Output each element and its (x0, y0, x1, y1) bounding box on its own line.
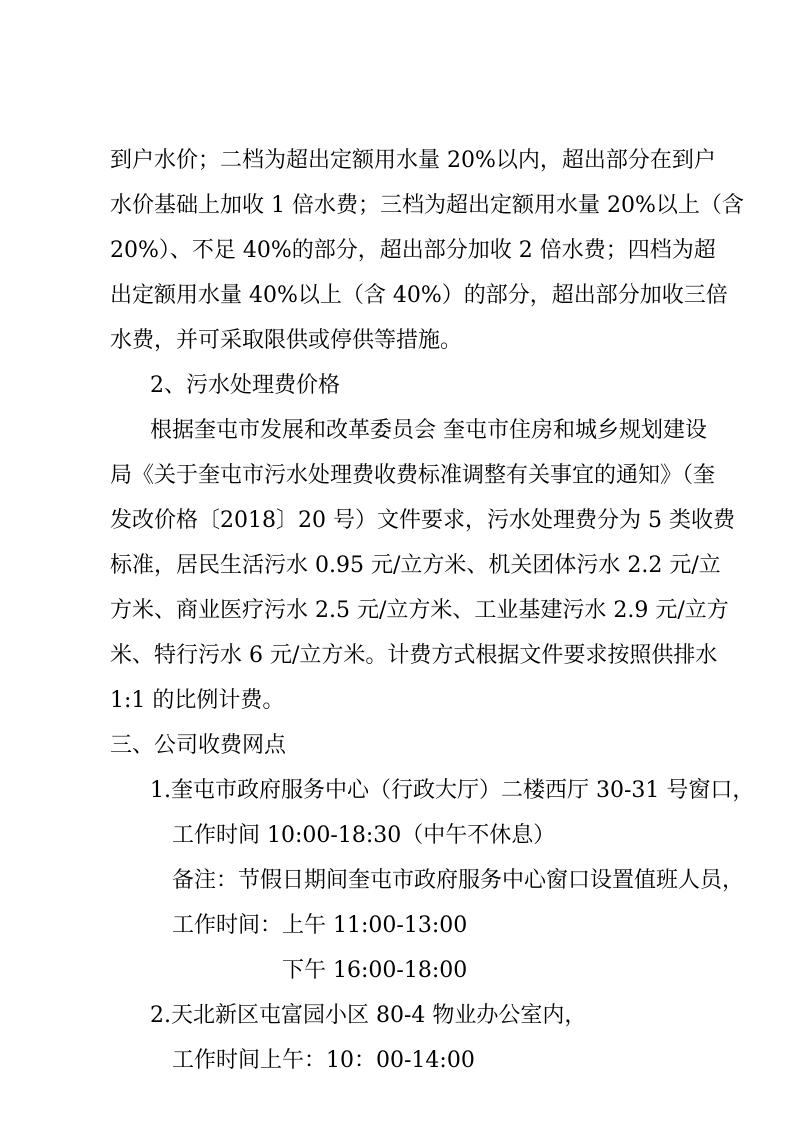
sewage-line-2: 局《关于奎屯市污水处理费收费标准调整有关事宜的通知》（奎 (110, 463, 716, 488)
water-price-line-2: 水价基础上加收 1 倍水费；三档为超出定额用水量 20%以上（含 (110, 193, 744, 218)
outlet-1-address: 1.奎屯市政府服务中心（行政大厅）二楼西厅 30-31 号窗口， (150, 778, 755, 803)
outlets-heading: 三、公司收费网点 (110, 733, 287, 758)
outlet-2-address: 2.天北新区屯富园小区 80-4 物业办公室内， (150, 1003, 587, 1028)
water-price-line-5: 水费，并可采取限供或停供等措施。 (110, 328, 463, 353)
sewage-heading: 2、污水处理费价格 (150, 373, 340, 398)
sewage-line-1: 根据奎屯市发展和改革委员会 奎屯市住房和城乡规划建设 (150, 418, 707, 443)
water-price-line-4: 出定额用水量 40%以上（含 40%）的部分，超出部分加收三倍 (110, 283, 728, 308)
sewage-line-7: 1:1 的比例计费。 (110, 688, 285, 713)
sewage-line-6: 米、特行污水 6 元/立方米。计费方式根据文件要求按照供排水 (110, 643, 718, 668)
outlet-1-holiday-hours-pm: 下午 16:00-18:00 (282, 958, 468, 983)
sewage-line-4: 标准，居民生活污水 0.95 元/立方米、机关团体污水 2.2 元/立 (110, 553, 721, 578)
sewage-line-5: 方米、商业医疗污水 2.5 元/立方米、工业基建污水 2.9 元/立方 (110, 598, 729, 623)
outlet-1-holiday-hours-am: 工作时间：上午 11:00-13:00 (172, 913, 468, 938)
water-price-line-3: 20%）、不足 40%的部分，超出部分加收 2 倍水费；四档为超 (110, 238, 716, 263)
sewage-line-3: 发改价格〔2018〕20 号）文件要求，污水处理费分为 5 类收费 (110, 508, 735, 533)
outlet-1-hours: 工作时间 10:00-18:30（中午不休息） (172, 823, 556, 848)
outlet-1-note: 备注：节假日期间奎屯市政府服务中心窗口设置值班人员， (172, 868, 745, 893)
outlet-2-hours: 工作时间上午：10：00-14:00 (172, 1048, 475, 1073)
water-price-line-1: 到户水价；二档为超出定额用水量 20%以内，超出部分在到户 (110, 148, 716, 173)
